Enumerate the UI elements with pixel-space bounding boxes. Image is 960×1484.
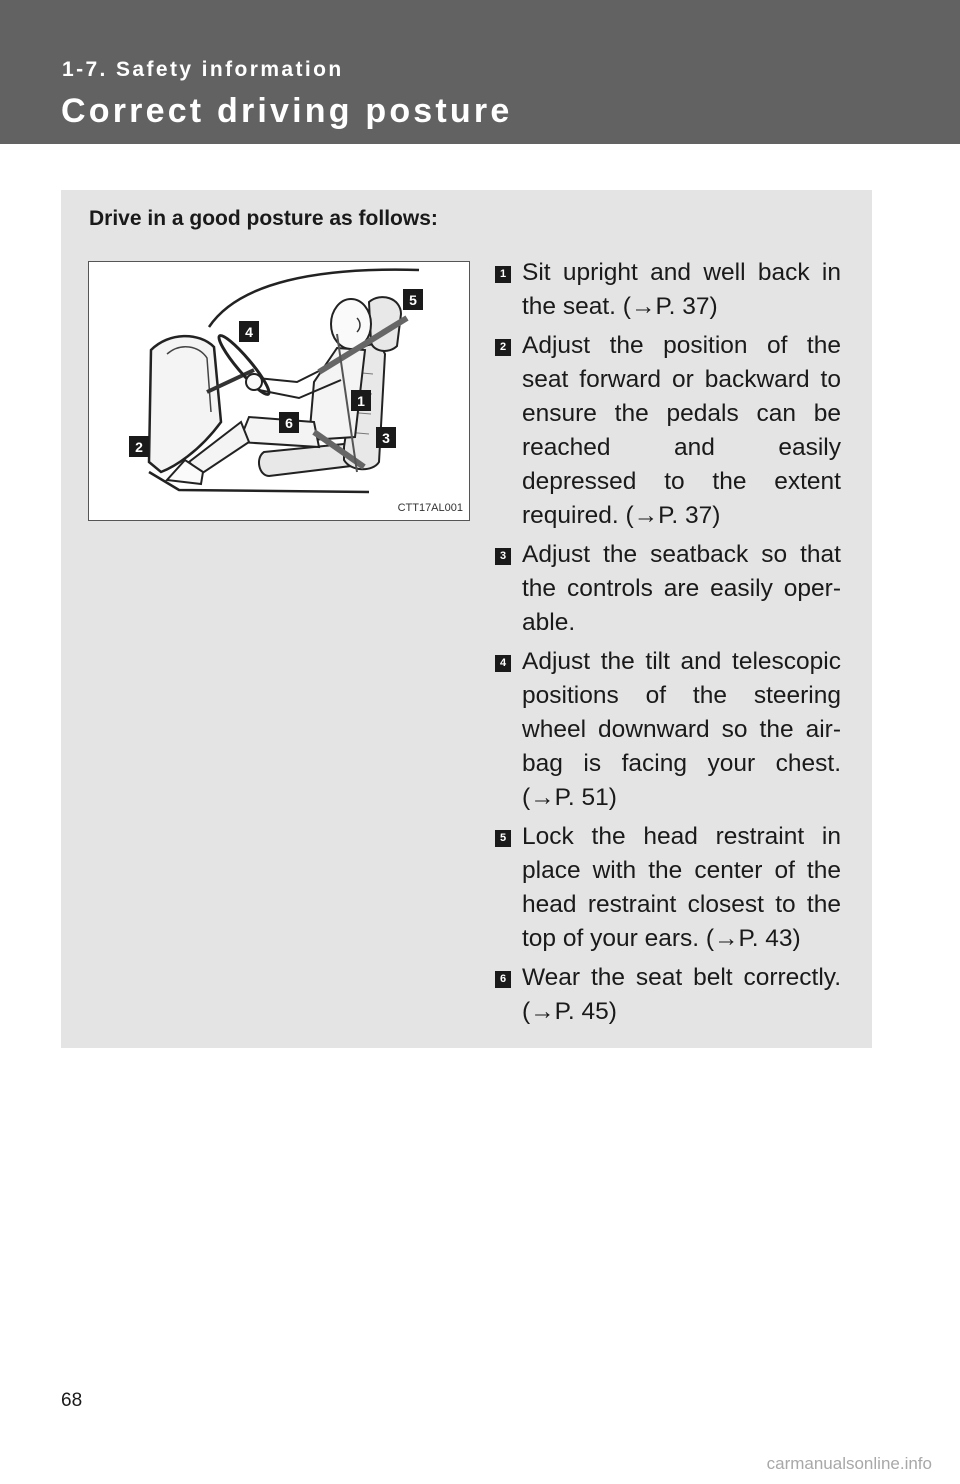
posture-steps-list: [491, 256, 841, 1034]
callout-4: [239, 321, 259, 342]
callout-2: [129, 436, 149, 457]
svg-text:2: 2: [135, 439, 143, 455]
step-text: Lock the head restraint in place with the center of the head restraint closest to the top of your ears. (→P. 43): [522, 823, 841, 952]
step-number-badge: 4: [495, 655, 511, 672]
callout-5: [403, 289, 423, 310]
section-label: 1-7. Safety information: [62, 58, 344, 81]
posture-drawing: [89, 262, 469, 520]
list-item: [491, 329, 841, 533]
step-number-badge: 1: [495, 266, 511, 283]
page-number: 68: [61, 1390, 83, 1411]
step-number-badge: 3: [495, 548, 511, 565]
step-text: Adjust the seatback so that the controls are easily oper-able.: [522, 541, 841, 636]
intro-text: Drive in a good posture as follows:: [89, 207, 438, 230]
watermark: carmanualsonline.info: [766, 1454, 932, 1473]
callout-3: [376, 427, 396, 448]
svg-text:1: 1: [357, 393, 365, 409]
callout-1: [351, 390, 371, 411]
list-item: [491, 538, 841, 640]
content-panel: [61, 190, 872, 1048]
svg-text:4: 4: [245, 324, 253, 340]
step-number-badge: 2: [495, 339, 511, 356]
step-text: Adjust the tilt and telescopic positions of the steering wheel downward so the air-bag is facing your chest. (→P. 51): [522, 648, 841, 811]
list-item: [491, 645, 841, 815]
svg-text:5: 5: [409, 292, 417, 308]
callout-6: [279, 412, 299, 433]
figure-code: CTT17AL001: [397, 502, 463, 514]
step-number-badge: 6: [495, 971, 511, 988]
step-text: Sit upright and well back in the seat. (→P. 37): [522, 259, 841, 320]
page-header: [0, 0, 960, 144]
list-item: [491, 256, 841, 324]
svg-text:6: 6: [285, 415, 293, 431]
step-number-badge: 5: [495, 830, 511, 847]
svg-text:3: 3: [382, 430, 390, 446]
step-text: Wear the seat belt correctly. (→P. 45): [522, 964, 841, 1025]
step-text: Adjust the position of the seat forward or backward to ensure the pedals can be reached and easily depressed to the extent required. (→P. 37): [522, 332, 841, 529]
list-item: [491, 961, 841, 1029]
driving-posture-illustration: [88, 261, 470, 521]
list-item: [491, 820, 841, 956]
page-title: Correct driving posture: [61, 92, 513, 130]
